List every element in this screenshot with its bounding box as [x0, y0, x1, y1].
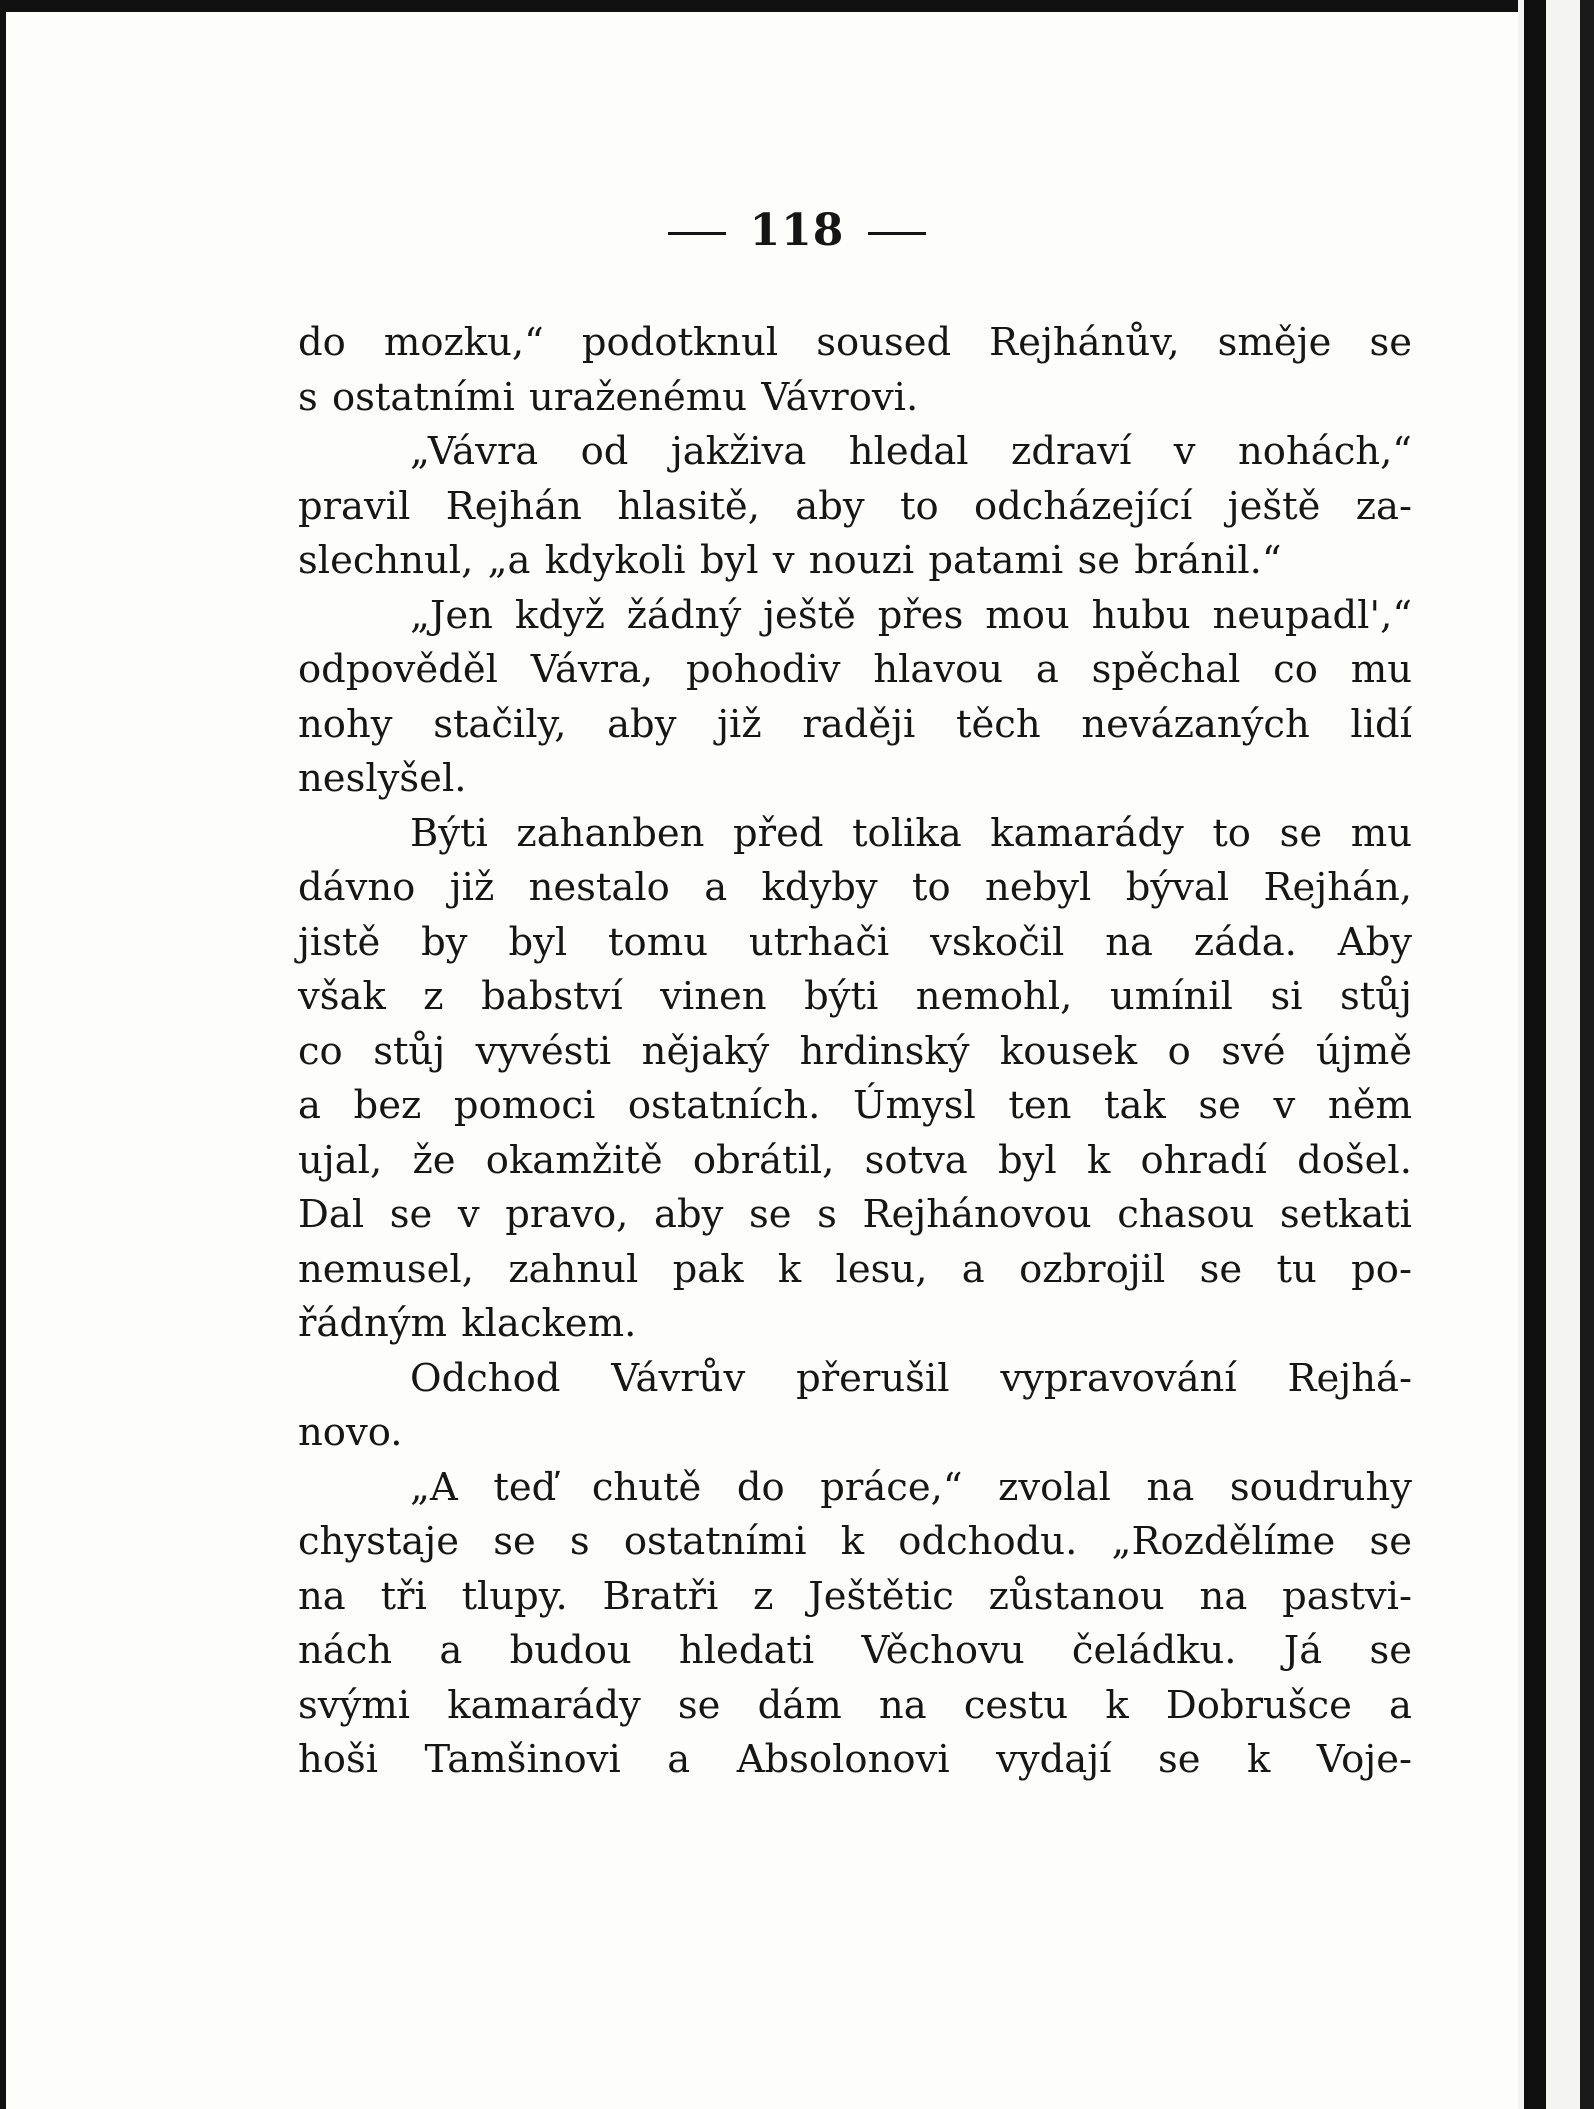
text-line: „A teď chutě do práce,“ zvolal na soudruhy [410, 1464, 1412, 1510]
scan-edge-top [0, 0, 1594, 12]
text-line: řádným klackem. [298, 1301, 637, 1346]
text-line: do mozku,“ podotknul soused Rejhánův, směje se [298, 320, 1412, 365]
text-line: pravil Rejhán hlasitě, aby to odcházející ještě za- [298, 483, 1412, 529]
scan-edge-right-outer [1580, 0, 1594, 2109]
text-line: Býti zahanben před tolika kamarády to se mu [410, 810, 1412, 856]
text-line: na tři tlupy. Bratři z Ještětic zůstanou na pastvi- [298, 1573, 1412, 1619]
page-number: 118 [749, 205, 845, 256]
text-line: ujal, že okamžitě obrátil, sotva byl k ohradí došel. [298, 1137, 1412, 1183]
text-line: „Jen když žádný ještě přes mou hubu neupadl',“ [410, 592, 1412, 638]
text-line: neslyšel. [298, 756, 467, 801]
text-line: novo. [298, 1410, 403, 1455]
text-line: jistě by byl tomu utrhači vskočil na záda. Aby [298, 919, 1412, 965]
scan-edge-right [1524, 0, 1546, 2109]
text-line: nohy stačily, aby již raději těch nevázaných lidí [298, 701, 1412, 747]
scan-edge-left [0, 0, 6, 2109]
header-dash-left [668, 232, 726, 235]
text-line: „Vávra od jakživa hledal zdraví v nohách,“ [410, 429, 1412, 474]
text-line: nách a budou hledati Věchovu čeládku. Já se [298, 1628, 1412, 1673]
text-line: dávno již nestalo a kdyby to nebyl býval Rejhán, [298, 865, 1412, 910]
header-dash-right [868, 232, 926, 235]
text-line: hoši Tamšinovi a Absolonovi vydají se k Voje- [298, 1737, 1412, 1782]
text-line: Odchod Vávrův přerušil vypravování Rejhá- [410, 1355, 1412, 1401]
body-text [298, 316, 1412, 1788]
text-line: chystaje se s ostatními k odchodu. „Rozdělíme se [298, 1519, 1412, 1564]
text-line: nemusel, zahnul pak k lesu, a ozbrojil se tu po- [298, 1246, 1412, 1292]
text-line: co stůj vyvésti nějaký hrdinský kousek o své újmě [298, 1028, 1412, 1074]
text-line: slechnul, „a kdykoli byl v nouzi patami se bránil.“ [298, 538, 1282, 583]
text-line: odpověděl Vávra, pohodiv hlavou a spěchal co mu [298, 647, 1412, 692]
text-line: svými kamarády se dám na cestu k Dobrušce a [298, 1682, 1412, 1728]
text-line: však z babství vinen býti nemohl, umínil si stůj [298, 974, 1412, 1019]
text-line: s ostatními uraženému Vávrovi. [298, 374, 919, 420]
text-line: Dal se v pravo, aby se s Rejhánovou chasou setkati [298, 1192, 1412, 1237]
text-line: a bez pomoci ostatních. Úmysl ten tak se v něm [298, 1083, 1412, 1128]
page-header [0, 205, 1594, 256]
